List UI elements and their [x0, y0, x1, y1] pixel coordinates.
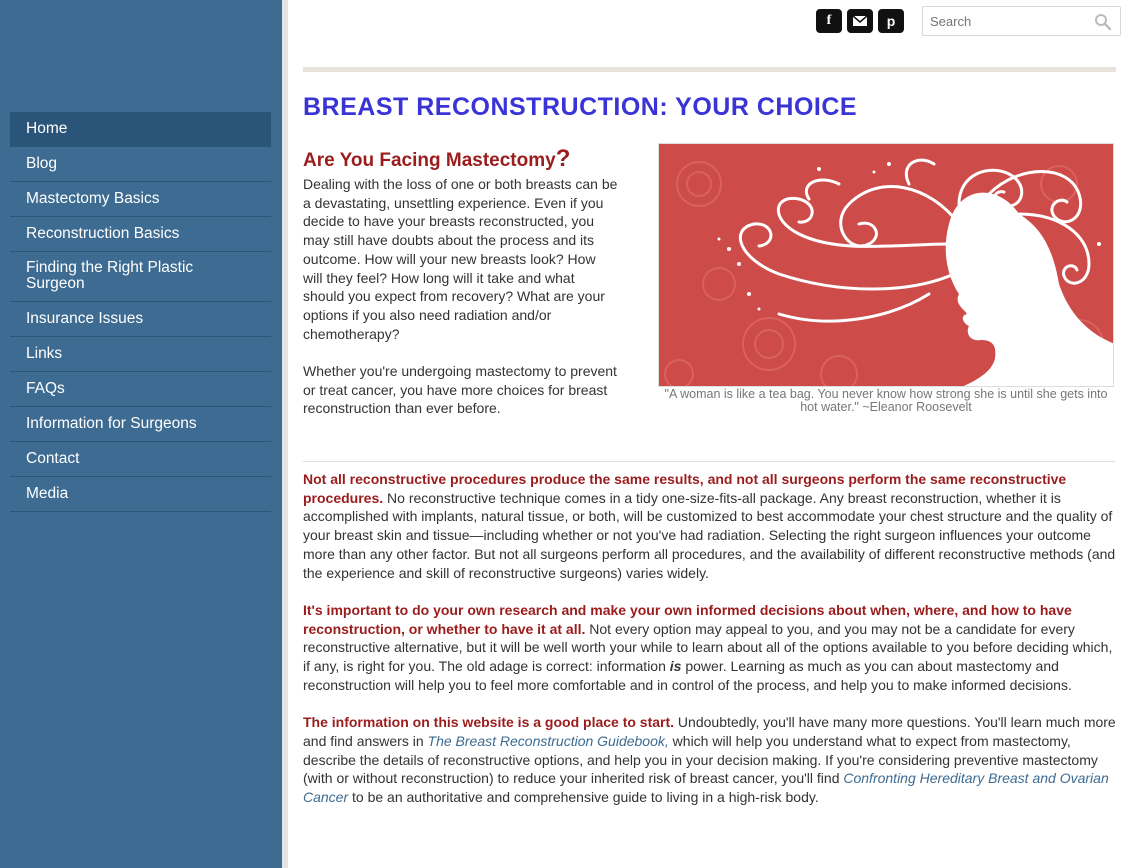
- intro-paragraph-1: Dealing with the loss of one or both breasts can be a devastating, unsettling experience. Even if you decide to have your breasts reconstructed, you may still have doubts about the process and its outcome. How will your new breasts look? How will they feel? How long will it take and what should you expect from recovery? What are your options if you also need radiation and/or chemotherapy?: [303, 176, 618, 342]
- sidebar-item-media[interactable]: Media: [10, 477, 271, 512]
- sidebar-edge: [282, 0, 288, 868]
- intro-text: [303, 175, 618, 437]
- section-divider: [303, 461, 1115, 462]
- body-paragraph-2-text-a: Not every option may appeal to you, and you may not be a candidate for every reconstructive alternative, but it will be well worth your while to learn about all of the options available to you before deciding which, if any, is right for you. The old adage is correct: information: [303, 620, 1113, 675]
- sidebar-item-finding-surgeon[interactable]: Finding the Right Plastic Surgeon: [10, 252, 271, 302]
- social-buttons: [816, 9, 904, 33]
- sidebar-item-home[interactable]: Home: [10, 112, 271, 147]
- pinterest-icon[interactable]: p: [878, 9, 904, 33]
- sidebar-item-mastectomy-basics[interactable]: Mastectomy Basics: [10, 182, 271, 217]
- intro-paragraph-2: Whether you're undergoing mastectomy to prevent or treat cancer, you have more choices for breast reconstruction than ever before.: [303, 363, 617, 417]
- email-icon[interactable]: [847, 9, 873, 33]
- confronting-hereditary-cancer-link[interactable]: Confronting Hereditary Breast and Ovarian Cancer: [303, 770, 1109, 805]
- sidebar-item-links[interactable]: Links: [10, 337, 271, 372]
- body-paragraph-3-text-a: Undoubtedly, you'll have many more questions. You'll learn much more and find answers in: [303, 714, 1116, 749]
- main-body: [303, 470, 1118, 825]
- facebook-icon[interactable]: f: [816, 9, 842, 33]
- subhead-question-mark: ?: [555, 145, 571, 172]
- search-icon[interactable]: [1094, 13, 1112, 31]
- subhead-text: Are You Facing Mastectomy: [303, 150, 556, 171]
- section-subhead: [303, 145, 570, 173]
- woman-silhouette-illustration: [659, 144, 1114, 387]
- sidebar-item-insurance-issues[interactable]: Insurance Issues: [10, 302, 271, 337]
- body-paragraph-1-lead: Not all reconstructive procedures produce the same results, and not all surgeons perform the same reconstructive procedures.: [303, 471, 1067, 506]
- hero-image: [658, 143, 1114, 387]
- sidebar-item-contact[interactable]: Contact: [10, 442, 271, 477]
- breast-reconstruction-guidebook-link[interactable]: The Breast Reconstruction Guidebook,: [427, 732, 669, 749]
- body-paragraph-3-text-c: to be an authoritative and comprehensive guide to living in a high-risk body.: [348, 788, 819, 805]
- body-paragraph-3: [303, 713, 1118, 807]
- page-title: BREAST RECONSTRUCTION: YOUR CHOICE: [303, 93, 858, 121]
- body-paragraph-3-lead: The information on this website is a good place to start.: [303, 714, 675, 731]
- sidebar-item-information-for-surgeons[interactable]: Information for Surgeons: [10, 407, 271, 442]
- body-paragraph-3-text-b: which will help you understand what to expect from mastectomy, describe the details of reconstructive options, and help you in your decision making. If you're considering preventive mastectomy (with or without reconstruction) to reduce your inherited risk of breast cancer, you'll find: [303, 732, 1098, 787]
- image-caption: "A woman is like a tea bag. You never know how strong she is until she gets into hot water." ~Eleanor Roosevelt: [664, 387, 1108, 414]
- sidebar-item-faqs[interactable]: FAQs: [10, 372, 271, 407]
- search-input[interactable]: [928, 13, 1092, 30]
- sidebar-item-reconstruction-basics[interactable]: Reconstruction Basics: [10, 217, 271, 252]
- search-box: [922, 6, 1121, 36]
- body-paragraph-2-emphasis: is: [669, 658, 682, 675]
- body-paragraph-2-text-b: power. Learning as much as you can about mastectomy and reconstruction will help you to feel more comfortable and in control of the process, and help you to make informed decisions.: [303, 658, 1072, 693]
- sidebar-nav: [10, 112, 271, 512]
- header-rule: [303, 67, 1116, 72]
- sidebar-item-blog[interactable]: Blog: [10, 147, 271, 182]
- body-paragraph-2-lead: It's important to do your own research and make your own informed decisions about when, where, and how to have reconstruction, or whether to have it at all.: [303, 601, 1072, 637]
- body-paragraph-2: [303, 601, 1118, 695]
- body-paragraph-1: [303, 470, 1118, 582]
- sidebar: [0, 0, 282, 868]
- body-paragraph-1-text: No reconstructive technique comes in a tidy one-size-fits-all package. Any breast reconstruction, whether it is accomplished with implants, natural tissue, or both, will be customized to best accommodate your chest structure and the quality of your breast skin and tissue—including whether or not you've had radiation. Selecting the right surgeon influences your outcome more than any other factor. But not all surgeons perform all procedures, and the availability of different reconstructive methods (and the experience and skill of reconstructive surgeons) varies widely.: [303, 489, 1116, 581]
